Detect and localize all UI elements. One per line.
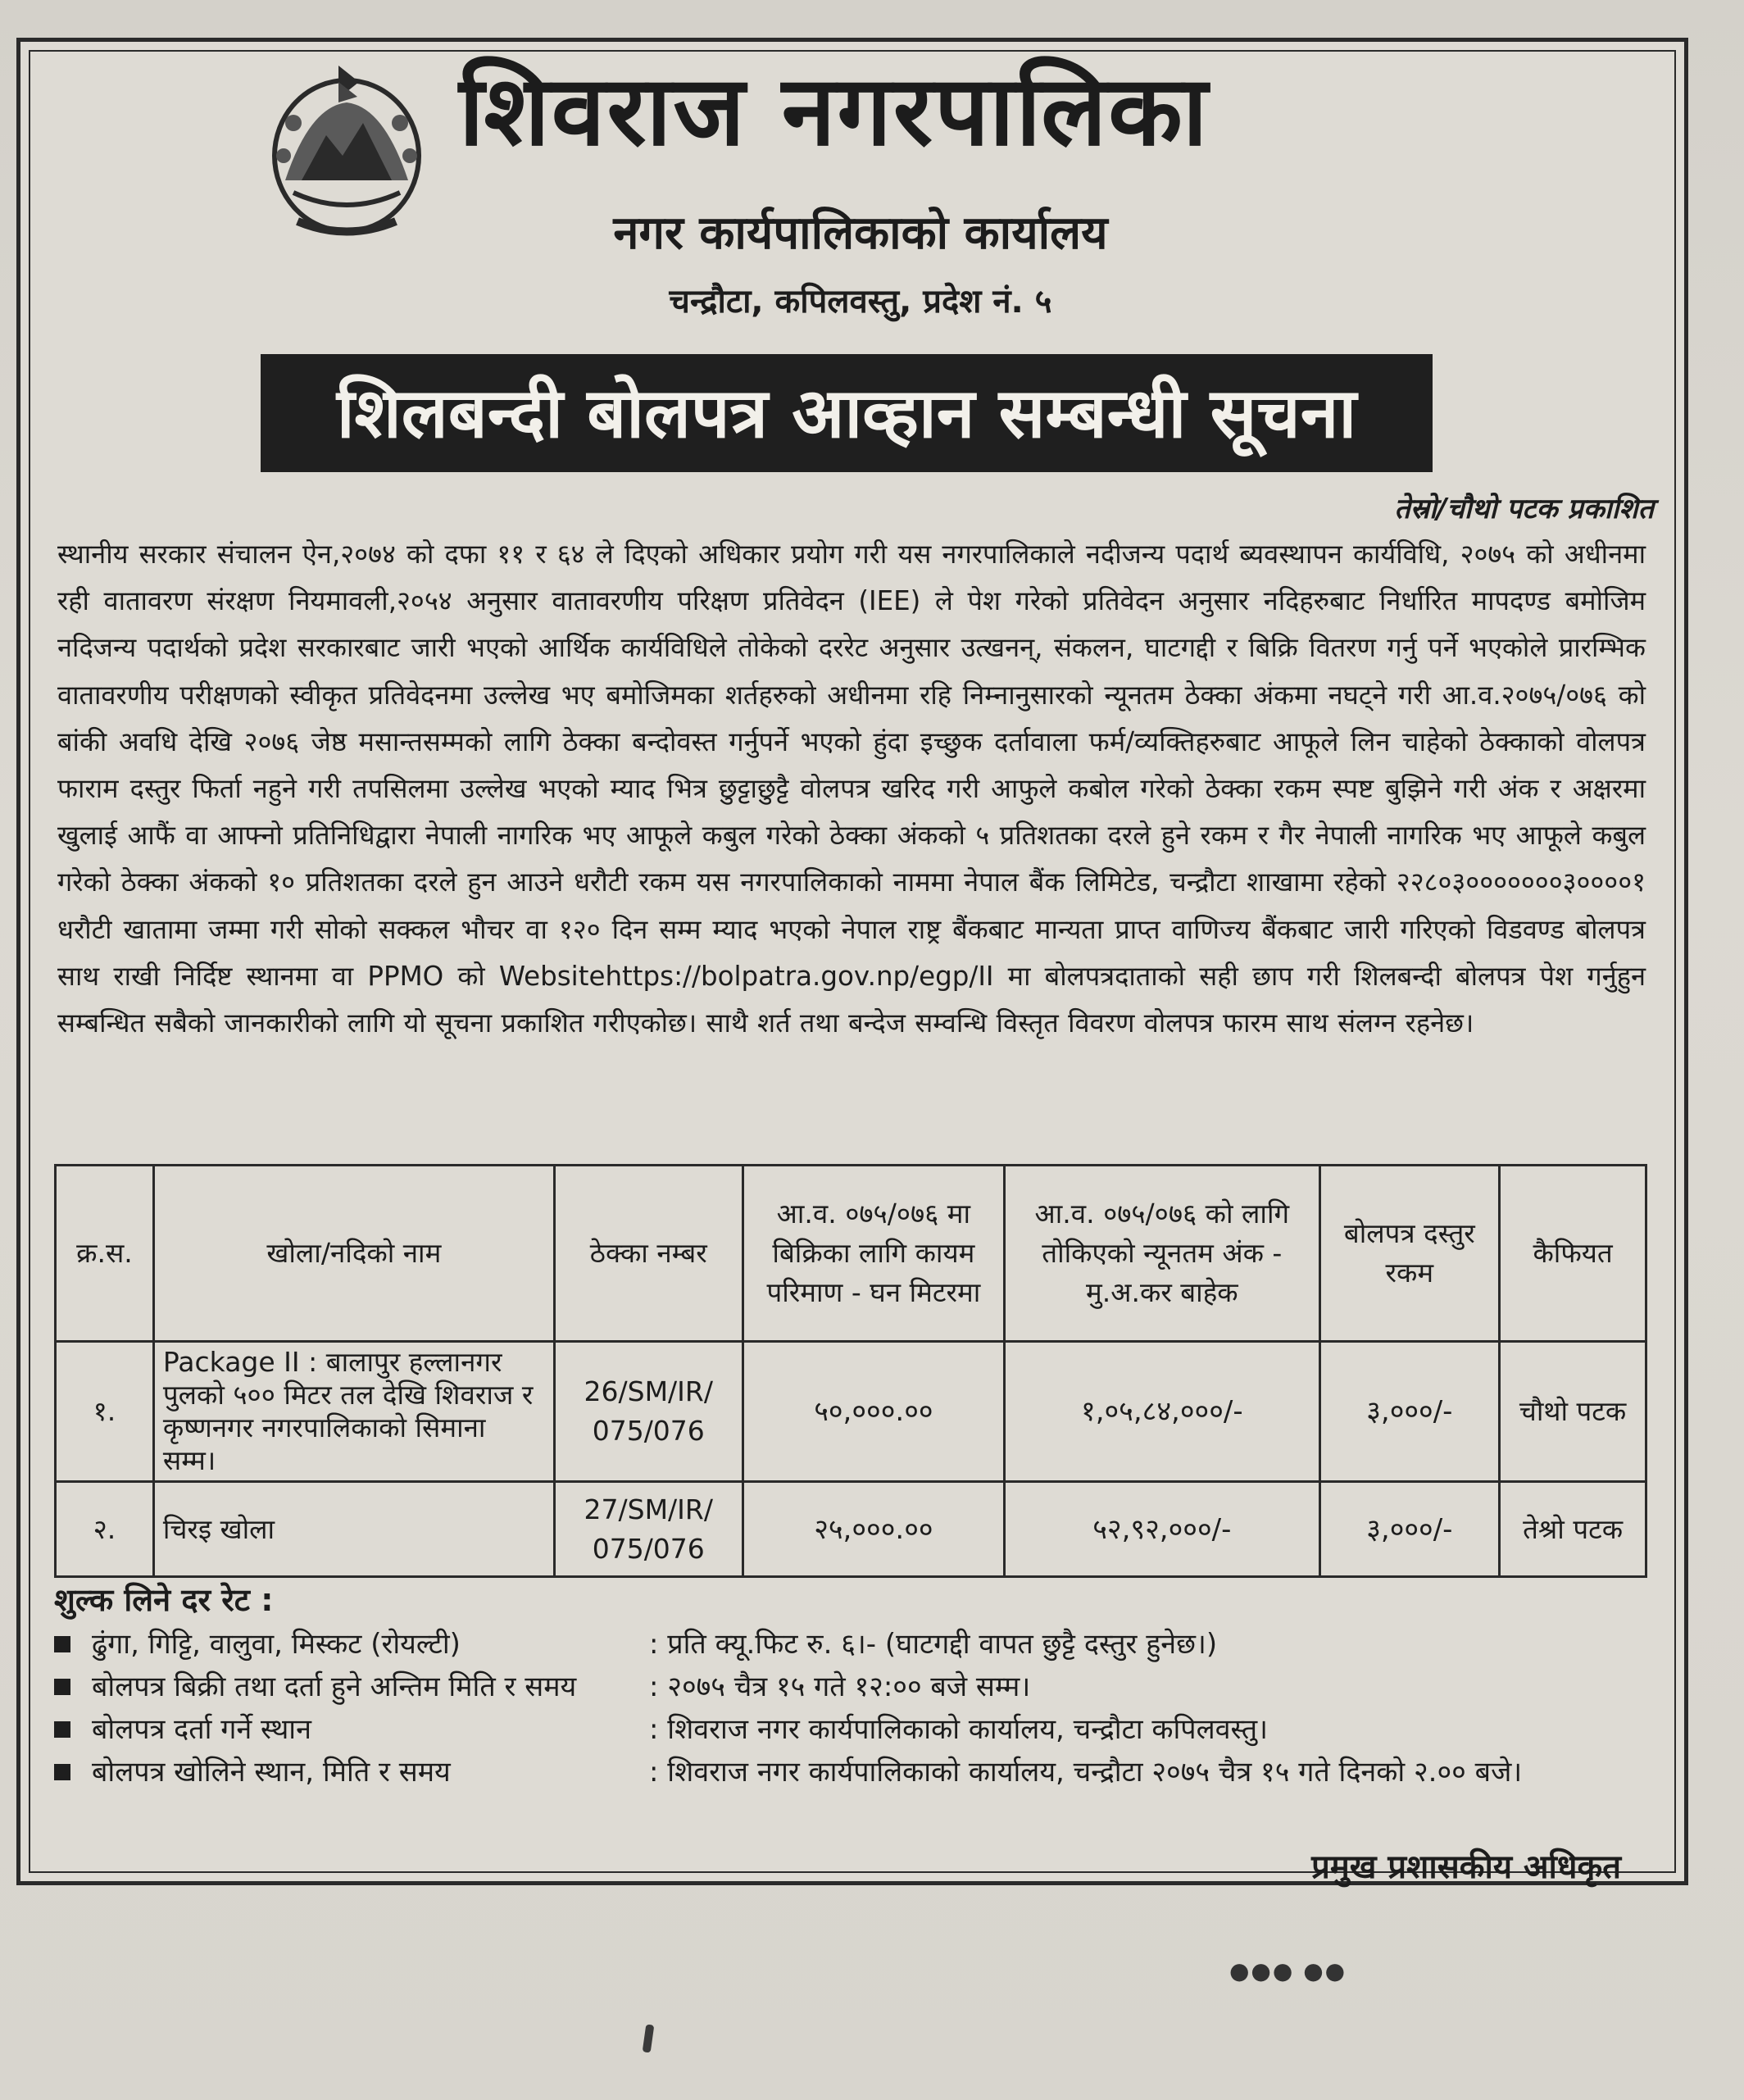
table-row [56, 1342, 1646, 1482]
fee-value: : प्रति क्यू.फिट रु. ६।- (घाटगद्दी वापत छुट्टै दस्तुर हुनेछ।) [649, 1628, 1218, 1661]
column-header: बोलपत्र दस्तुर रकम [1319, 1166, 1500, 1342]
office-name: नगर कार्यपालिकाको कार्यालय [613, 207, 1108, 260]
cell-min-amount: १,०५,८४,०००/- [1005, 1342, 1319, 1482]
cell-serial: १. [56, 1342, 154, 1482]
list-item [54, 1751, 1660, 1793]
notice-banner [261, 354, 1433, 472]
cell-bid-fee: ३,०००/- [1319, 1482, 1500, 1577]
column-header: आ.व. ०७५/०७६ को लागि तोकिएको न्यूनतम अंक - मु.अ.कर बाहेक [1005, 1166, 1319, 1342]
fee-value: : शिवराज नगर कार्यपालिकाको कार्यालय, चन्द्रौटा २०७५ चैत्र १५ गते दिनको २.०० बजे। [649, 1756, 1523, 1789]
column-header: कैफियत [1500, 1166, 1646, 1342]
table-row [56, 1482, 1646, 1577]
fee-value: : २०७५ चैत्र १५ गते १२:०० बजे सम्म। [649, 1670, 1031, 1703]
fee-label: बोलपत्र खोलिने स्थान, मिति र समय [92, 1756, 451, 1789]
fee-rate-heading: शुल्क लिने दर रेट : [54, 1582, 274, 1618]
fee-rate-list [54, 1623, 1660, 1793]
cell-serial: २. [56, 1482, 154, 1577]
column-header: आ.व. ०७५/०७६ मा बिक्रिका लागि कायम परिमाण - घन मिटरमा [743, 1166, 1004, 1342]
cell-quantity: २५,०००.०० [743, 1482, 1004, 1577]
square-bullet-icon [54, 1679, 70, 1695]
office-address: चन्द्रौटा, कपिलवस्तु, प्रदेश नं. ५ [669, 283, 1052, 320]
cell-bid-fee: ३,०००/- [1319, 1342, 1500, 1482]
fee-value: : शिवराज नगर कार्यपालिकाको कार्यालय, चन्द्रौटा कपिलवस्तु। [649, 1713, 1269, 1746]
decorative-dots-icon: ●●● ●● [1229, 1957, 1347, 1984]
cell-remarks: चौथो पटक [1500, 1342, 1646, 1482]
municipality-title: शिवराज नगरपालिका [459, 54, 1210, 167]
square-bullet-icon [54, 1764, 70, 1780]
column-header: ठेक्का नम्बर [554, 1166, 743, 1342]
column-header: खोला/नदिको नाम [153, 1166, 554, 1342]
list-item [54, 1666, 1660, 1708]
fee-label: बोलपत्र दर्ता गर्ने स्थान [92, 1713, 311, 1746]
table-header-row [56, 1166, 1646, 1342]
square-bullet-icon [54, 1721, 70, 1738]
notice-banner-title: शिलबन्दी बोलपत्र आव्हान सम्बन्धी सूचना [336, 373, 1357, 453]
cell-remarks: तेश्रो पटक [1500, 1482, 1646, 1577]
square-bullet-icon [54, 1636, 70, 1652]
signatory-title: प्रमुख प्रशासकीय अधिकृत [1311, 1848, 1621, 1886]
cell-min-amount: ५२,९२,०००/- [1005, 1482, 1319, 1577]
fee-label: बोलपत्र बिक्री तथा दर्ता हुने अन्तिम मिति र समय [92, 1670, 577, 1703]
cell-quantity: ५०,०००.०० [743, 1342, 1004, 1482]
fee-label: ढुंगा, गिट्टि, वालुवा, मिस्कट (रोयल्टी) [92, 1628, 461, 1661]
notice-body-paragraph: स्थानीय सरकार संचालन ऐन,२०७४ को दफा ११ र ६४ ले दिएको अधिकार प्रयोग गरी यस नगरपालिकाले नदीजन्य पदार्थ ब्यवस्थापन कार्यविधि, २०७५ को अधीनमा रही वातावरण संरक्षण नियमावली,२०५४ अनुसार वातावरणीय परिक्षण प्रतिवेदन (IEE) ले पेश गरेको प्रतिवेदन अनुसार नदिहरुबाट निर्धारित मापदण्ड बमोजिम नदिजन्य पदार्थको प्रदेश सरकारबाट जारी भएको आर्थिक कार्यविधिले तोकेको दररेट अनुसार उत्खनन्, संकलन, घाटगद्दी र बिक्रि वितरण गर्नु पर्ने भएकोले प्रारम्भिक वातावरणीय परीक्षणको स्वीकृत प्रतिवेदनमा उल्लेख भए बमोजिमका शर्तहरुको अधीनमा रहि निम्नानुसारको न्यूनतम ठेक्का अंकमा नघट्ने गरी आ.व.२०७५/०७६ को बांकी अवधि देखि २०७६ जेष्ठ मसान्तसम्मको लागि ठेक्का बन्दोवस्त गर्नुपर्ने भएको हुंदा इच्छुक दर्तावाला फर्म/व्यक्तिहरुबाट आफूले लिन चाहेको ठेक्काको वोलपत्र फाराम दस्तुर फिर्ता नहुने गरी तपसिलमा उल्लेख भएको म्याद भित्र छुट्टाछुट्टै वोलपत्र खरिद गरी आफुले कबोल गरेको ठेक्का रकम स्पष्ट बुझिने गरी अंक र अक्षरमा खुलाई आफैं वा आफ्नो प्रतिनिधिद्वारा नेपाली नागरिक भए आफूले कबुल गरेको ठेक्का अंकको ५ प्रतिशतका दरले हुने रकम र गैर नेपाली नागरिक भए आफूले कबुल गरेको ठेक्का अंकको १० प्रतिशतका दरले हुन आउने धरौटी रकम यस नगरपालिकाको नाममा नेपाल बैंक लिमिटेड, चन्द्रौटा शाखामा रहेको २२८०३०००००००३००००१ धरौटी खातामा जम्मा गरी सोको सक्कल भौचर वा १२० दिन सम्म म्याद भएको नेपाल राष्ट्र बैंकबाट मान्यता प्राप्त वाणिज्य बैंकबाट जारी गरिएको विडवण्ड बोलपत्र साथ राखी निर्दिष्ट स्थानमा वा PPMO को Websitehttps://bolpatra.gov.np/egp/II मा बोलपत्रदाताको सही छाप गरी शिलबन्दी बोलपत्र पेश गर्नुहुन सम्बन्धित सबैको जानकारीको लागि यो सूचना प्रकाशित गरीएकोछ। साथै शर्त तथा बन्देज सम्वन्धि विस्तृत विवरण वोलपत्र फारम साथ संलग्न रहनेछ। [57, 539, 1646, 1039]
cell-contract-number: 26/SM/IR/ 075/076 [554, 1342, 743, 1482]
cell-river-name: चिरइ खोला [153, 1482, 554, 1577]
cell-contract-number: 27/SM/IR/ 075/076 [554, 1482, 743, 1577]
column-header: क्र.स. [56, 1166, 154, 1342]
tender-table [54, 1164, 1647, 1578]
list-item [54, 1623, 1660, 1666]
cell-river-name: Package II : बालापुर हल्लानगर पुलको ५०० मिटर तल देखि शिवराज र कृष्णनगर नगरपालिकाको सिमाना सम्म। [153, 1342, 554, 1482]
published-note: तेस्रो/चौथो पटक प्रकाशित [1394, 493, 1654, 525]
list-item [54, 1708, 1660, 1751]
